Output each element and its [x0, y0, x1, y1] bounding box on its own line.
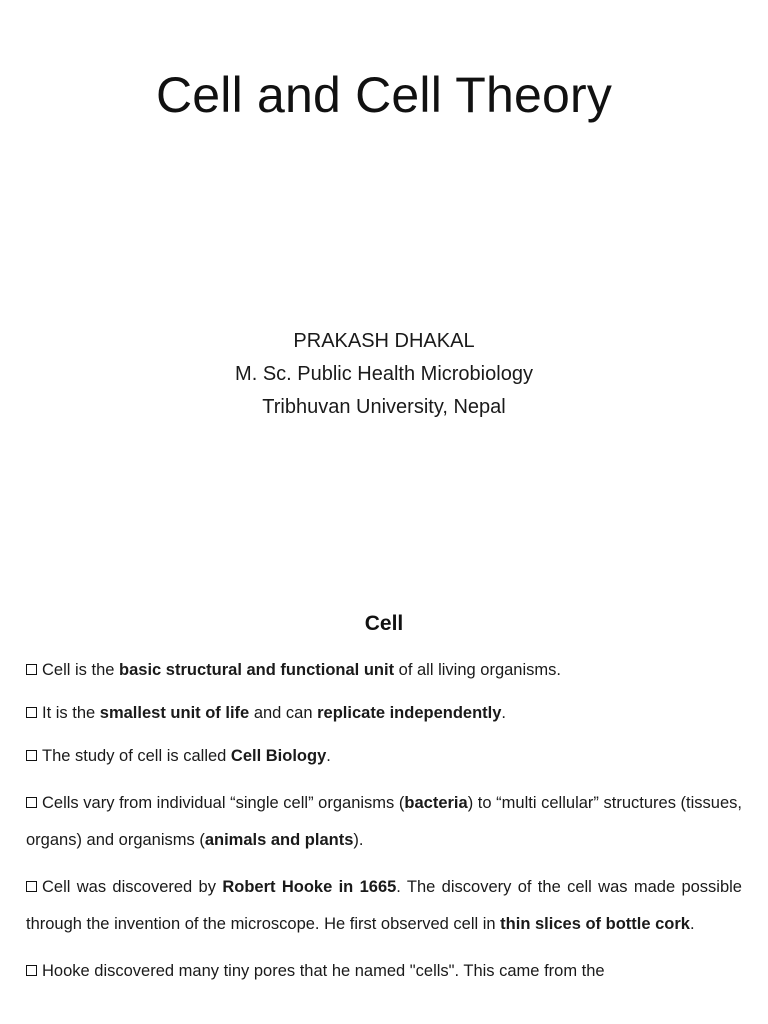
checkbox-square-icon: [26, 664, 37, 675]
checkbox-square-icon: [26, 965, 37, 976]
document-title: Cell and Cell Theory: [155, 67, 613, 123]
checkbox-square-icon: [26, 750, 37, 761]
list-item: Hooke discovered many tiny pores that he named "cells". This came from the: [26, 953, 742, 990]
list-item: Cell is the basic structural and functional unit of all living organisms.: [26, 656, 742, 685]
bullet-list: [26, 656, 742, 1000]
checkbox-square-icon: [26, 797, 37, 808]
list-item: Cells vary from individual “single cell” organisms (bacteria) to “multi cellular” structures (tissues, organs) and organisms (animals and plants).: [26, 794, 742, 849]
author-name: PRAKASH DHAKAL: [293, 330, 475, 352]
list-item: The study of cell is called Cell Biology.: [26, 742, 742, 771]
list-item: Cell was discovered by Robert Hooke in 1665. The discovery of the cell was made possible through the invention of the microscope. He first observed cell in thin slices of bottle cork.: [26, 878, 742, 933]
checkbox-square-icon: [26, 707, 37, 718]
author-block: [0, 325, 768, 424]
list-item: It is the smallest unit of life and can replicate independently.: [26, 699, 742, 728]
author-degree: M. Sc. Public Health Microbiology: [235, 363, 533, 385]
section-heading: Cell: [364, 612, 404, 635]
author-university: Tribhuvan University, Nepal: [262, 396, 506, 418]
checkbox-square-icon: [26, 881, 37, 892]
